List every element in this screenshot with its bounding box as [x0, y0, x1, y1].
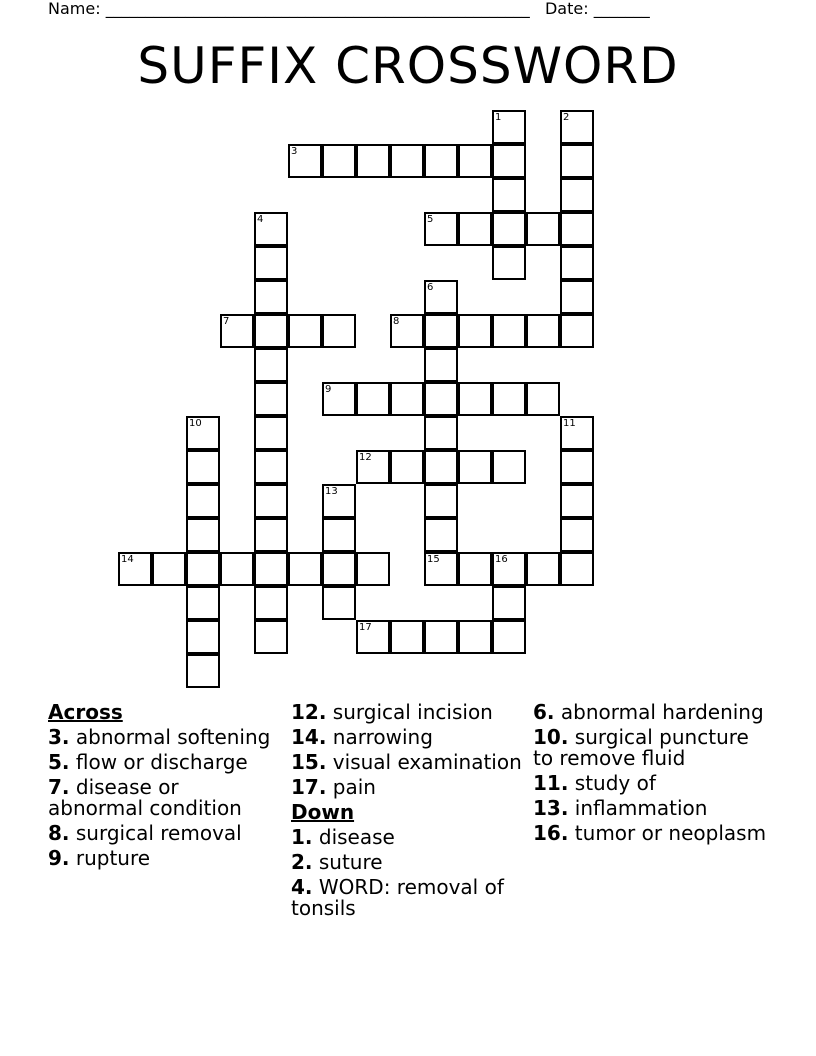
clue-text: narrowing	[326, 725, 433, 749]
clue	[291, 827, 523, 848]
grid-cell[interactable]	[254, 348, 288, 382]
clue-text: abnormal softening	[69, 725, 271, 749]
grid-cell[interactable]	[186, 620, 220, 654]
grid-cell[interactable]	[390, 382, 424, 416]
grid-cell[interactable]	[492, 314, 526, 348]
grid-cell[interactable]	[458, 382, 492, 416]
grid-cell[interactable]	[560, 212, 594, 246]
grid-cell[interactable]	[186, 654, 220, 688]
clue-text: flow or discharge	[69, 750, 248, 774]
grid-cell[interactable]	[186, 518, 220, 552]
grid-cell[interactable]	[458, 552, 492, 586]
clue	[291, 877, 523, 919]
clue-num: 16.	[533, 821, 569, 845]
grid-cell[interactable]	[424, 450, 458, 484]
clue-num: 15.	[291, 750, 327, 774]
clue-num: 6.	[533, 700, 555, 724]
grid-cell[interactable]	[560, 110, 594, 144]
grid-cell[interactable]	[526, 552, 560, 586]
clue	[48, 727, 280, 748]
clue-text: surgical puncture to remove fluid	[533, 725, 749, 770]
grid-cell[interactable]	[492, 110, 526, 144]
grid-cell[interactable]	[186, 552, 220, 586]
clue-num: 3.	[48, 725, 70, 749]
clue-heading: Across	[48, 700, 123, 724]
clue	[48, 823, 280, 844]
grid-cell[interactable]	[254, 382, 288, 416]
grid-cell[interactable]	[186, 484, 220, 518]
grid-cell[interactable]	[254, 620, 288, 654]
grid-cell[interactable]	[458, 620, 492, 654]
clue	[48, 777, 280, 819]
clue-text: suture	[312, 850, 383, 874]
name-blank[interactable]: _____________________________________________________	[105, 0, 530, 18]
clue-text: inflammation	[568, 796, 708, 820]
clue-number: 16	[495, 554, 508, 565]
grid-cell[interactable]	[186, 586, 220, 620]
grid-cell[interactable]	[424, 620, 458, 654]
clue	[533, 727, 773, 769]
grid-cell[interactable]	[390, 314, 424, 348]
grid-cell[interactable]	[492, 178, 526, 212]
grid-cell[interactable]	[118, 552, 152, 586]
grid-cell[interactable]	[356, 552, 390, 586]
grid-cell[interactable]	[492, 144, 526, 178]
clue-num: 11.	[533, 771, 569, 795]
clue-number: 14	[121, 554, 134, 565]
clue-text: study of	[568, 771, 656, 795]
clue-number: 3	[291, 146, 298, 157]
grid-cell[interactable]	[424, 348, 458, 382]
clue	[291, 852, 523, 873]
grid-cell[interactable]	[424, 416, 458, 450]
grid-cell[interactable]	[186, 450, 220, 484]
grid-cell[interactable]	[254, 484, 288, 518]
grid-cell[interactable]	[356, 382, 390, 416]
grid-cell[interactable]	[254, 212, 288, 246]
clue-num: 12.	[291, 700, 327, 724]
grid-cell[interactable]	[322, 518, 356, 552]
clue-text: pain	[326, 775, 376, 799]
clue-heading: Down	[291, 800, 355, 824]
clue-num: 9.	[48, 846, 70, 870]
grid-cell[interactable]	[560, 246, 594, 280]
clue-num: 17.	[291, 775, 327, 799]
grid-cell[interactable]	[492, 212, 526, 246]
grid-cell[interactable]	[254, 416, 288, 450]
grid-cell[interactable]	[356, 144, 390, 178]
clue-text: disease	[312, 825, 395, 849]
name-label: Name:	[48, 0, 101, 18]
clue-text: WORD: removal of tonsils	[291, 875, 504, 920]
clue-column-3	[533, 702, 773, 848]
page-title: SUFFIX CROSSWORD	[137, 37, 679, 95]
grid-cell[interactable]	[526, 382, 560, 416]
grid-cell[interactable]	[560, 484, 594, 518]
grid-cell[interactable]	[458, 212, 492, 246]
clue-num: 14.	[291, 725, 327, 749]
grid-cell[interactable]	[220, 314, 254, 348]
grid-cell[interactable]	[492, 586, 526, 620]
clue-text: surgical incision	[326, 700, 493, 724]
clue-number: 9	[325, 384, 332, 395]
grid-cell[interactable]	[560, 314, 594, 348]
grid-cell[interactable]	[322, 382, 356, 416]
clue-text: disease or abnormal condition	[48, 775, 242, 820]
grid-cell[interactable]	[424, 314, 458, 348]
clue-column-2	[291, 702, 523, 923]
grid-cell[interactable]	[560, 144, 594, 178]
clue	[533, 773, 773, 794]
clue	[533, 702, 773, 723]
grid-cell[interactable]	[424, 382, 458, 416]
grid-cell[interactable]	[288, 552, 322, 586]
clue-number: 5	[427, 214, 434, 225]
clue-number: 17	[359, 622, 372, 633]
clue-text: tumor or neoplasm	[568, 821, 767, 845]
date-label: Date:	[544, 0, 589, 18]
grid-cell[interactable]	[254, 280, 288, 314]
grid-cell[interactable]	[560, 280, 594, 314]
grid-cell[interactable]	[390, 450, 424, 484]
grid-cell[interactable]	[424, 484, 458, 518]
grid-cell[interactable]	[458, 314, 492, 348]
grid-cell[interactable]	[492, 552, 526, 586]
grid-cell[interactable]	[424, 518, 458, 552]
grid-cell[interactable]	[424, 280, 458, 314]
clue-number: 2	[563, 112, 570, 123]
clue-number: 10	[189, 418, 202, 429]
clue-number: 6	[427, 282, 434, 293]
grid-cell[interactable]	[254, 552, 288, 586]
clue	[48, 752, 280, 773]
grid-cell[interactable]	[288, 144, 322, 178]
grid-cell[interactable]	[254, 314, 288, 348]
grid-cell[interactable]	[220, 552, 254, 586]
grid-cell[interactable]	[526, 314, 560, 348]
grid-cell[interactable]	[492, 246, 526, 280]
clue-num: 13.	[533, 796, 569, 820]
grid-cell[interactable]	[254, 246, 288, 280]
grid-cell[interactable]	[526, 212, 560, 246]
grid-cell[interactable]	[458, 450, 492, 484]
clue	[533, 798, 773, 819]
clue	[533, 823, 773, 844]
clue	[291, 752, 523, 773]
grid-cell[interactable]	[322, 552, 356, 586]
grid-cell[interactable]	[254, 586, 288, 620]
clue-num: 8.	[48, 821, 70, 845]
clue-num: 4.	[291, 875, 313, 899]
grid-cell[interactable]	[560, 178, 594, 212]
clue-text: surgical removal	[69, 821, 242, 845]
grid-cell[interactable]	[424, 552, 458, 586]
clue-text: visual examination	[326, 750, 522, 774]
clue	[291, 702, 523, 723]
grid-cell[interactable]	[492, 382, 526, 416]
grid-cell[interactable]	[356, 620, 390, 654]
clue-number: 11	[563, 418, 576, 429]
grid-cell[interactable]	[152, 552, 186, 586]
grid-cell[interactable]	[560, 416, 594, 450]
clue-num: 7.	[48, 775, 70, 799]
grid-cell[interactable]	[186, 416, 220, 450]
clue-number: 4	[257, 214, 264, 225]
clue-number: 13	[325, 486, 338, 497]
clue	[48, 848, 280, 869]
grid-cell[interactable]	[560, 518, 594, 552]
grid-cell[interactable]	[424, 144, 458, 178]
grid-cell[interactable]	[254, 518, 288, 552]
clue-text: rupture	[69, 846, 151, 870]
clue-number: 8	[393, 316, 400, 327]
grid-cell[interactable]	[322, 586, 356, 620]
clue-num: 5.	[48, 750, 70, 774]
clue-number: 1	[495, 112, 502, 123]
grid-cell[interactable]	[288, 314, 322, 348]
grid-cell[interactable]	[560, 552, 594, 586]
grid-cell[interactable]	[322, 144, 356, 178]
grid-cell[interactable]	[356, 450, 390, 484]
date-blank[interactable]: _______	[593, 0, 650, 18]
grid-cell[interactable]	[322, 314, 356, 348]
grid-cell[interactable]	[254, 450, 288, 484]
clue-text: abnormal hardening	[554, 700, 764, 724]
clue-number: 12	[359, 452, 372, 463]
grid-cell[interactable]	[390, 144, 424, 178]
clue-number: 15	[427, 554, 440, 565]
clue	[291, 727, 523, 748]
grid-cell[interactable]	[560, 450, 594, 484]
grid-cell[interactable]	[390, 620, 424, 654]
grid-cell[interactable]	[322, 484, 356, 518]
clue-num: 2.	[291, 850, 313, 874]
grid-cell[interactable]	[492, 450, 526, 484]
grid-cell[interactable]	[424, 212, 458, 246]
clue	[291, 777, 523, 798]
clue-column-1	[48, 702, 280, 873]
grid-cell[interactable]	[458, 144, 492, 178]
clue-num: 10.	[533, 725, 569, 749]
clue-num: 1.	[291, 825, 313, 849]
clue-number: 7	[223, 316, 230, 327]
grid-cell[interactable]	[492, 620, 526, 654]
